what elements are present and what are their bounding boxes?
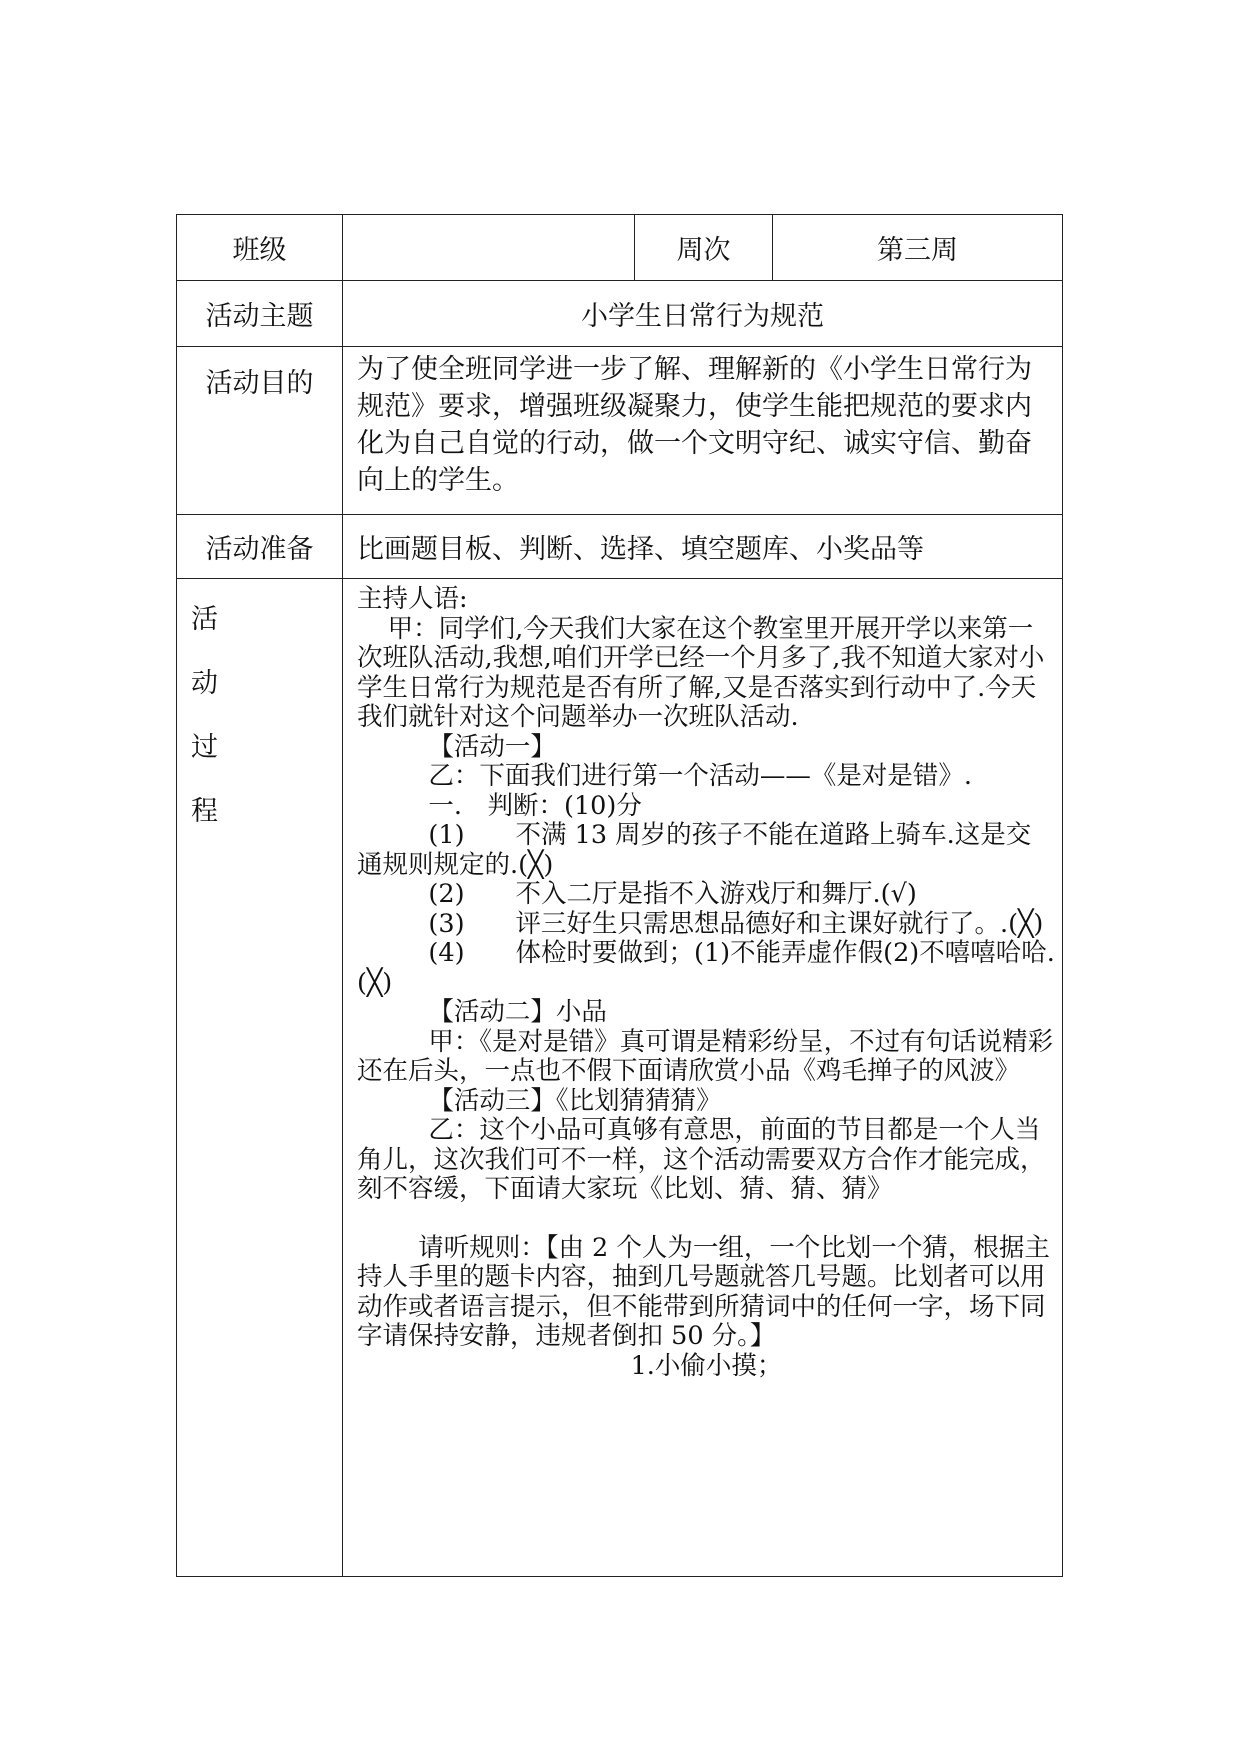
- process-row: [177, 579, 1063, 1577]
- purpose-label: 活动目的: [177, 347, 343, 515]
- process-line: 甲：《是对是错》真可谓是精彩纷呈，不过有句话说精彩还在后头，一点也不假下面请欣赏小品《鸡毛掸子的风波》: [357, 1026, 1054, 1086]
- process-line: 乙：这个小品可真够有意思，前面的节目都是一个人当角儿，这次我们可不一样，这个活动需要双方合作才能完成，刻不容缓，下面请大家玩《比划、猜、猜、猜》: [357, 1115, 1046, 1204]
- class-value: [343, 215, 635, 281]
- process-line: 【活动二】小品: [428, 997, 607, 1027]
- week-label: 周次: [635, 215, 773, 281]
- process-label: [177, 579, 343, 1577]
- process-label-char: 动: [191, 668, 218, 699]
- process-line: (3) 评三好生只需思想品德好和主课好就行了。.(╳): [428, 908, 1044, 939]
- process-label-char: 过: [191, 732, 218, 763]
- process-line: (1) 不满 13 周岁的孩子不能在道路上骑车.这是交通规则规定的.(╳): [357, 820, 1032, 880]
- process-line: 一. 判断：(10)分: [428, 790, 642, 821]
- class-label: 班级: [177, 215, 343, 281]
- theme-label: 活动主题: [177, 281, 343, 347]
- week-value: 第三周: [773, 215, 1063, 281]
- process-line: 甲：同学们,今天我们大家在这个教室里开展开学以来第一次班队活动,我想,咱们开学已经一个月多了,我不知道大家对小学生日常行为规范是否有所了解,又是否落实到行动中了.今天我们就针对这个问题举办一次班队活动.: [357, 613, 1045, 732]
- preparation-label: 活动准备: [177, 515, 343, 579]
- process-line: 【活动一】: [428, 731, 556, 762]
- process-line-blank: [357, 1205, 1056, 1234]
- process-line: (4) 体检时要做到；(1)不能弄虚作假(2)不嘻嘻哈哈.(╳): [357, 938, 1055, 998]
- header-row: [177, 215, 1063, 281]
- preparation-value: 比画题目板、判断、选择、填空题库、小奖品等: [343, 515, 1063, 579]
- purpose-value: 为了使全班同学进一步了解、理解新的《小学生日常行为规范》要求，增强班级凝聚力，使学生能把规范的要求内化为自己自觉的行动，做一个文明守纪、诚实守信、勤奋向上的学生。: [343, 347, 1063, 515]
- process-line: (2) 不入二厅是指不入游戏厅和舞厅.(√): [428, 879, 917, 909]
- theme-value: 小学生日常行为规范: [343, 281, 1063, 347]
- preparation-row: [177, 515, 1063, 579]
- activity-plan-table: [176, 214, 1063, 1577]
- process-label-char: 程: [191, 796, 218, 827]
- theme-row: [177, 281, 1063, 347]
- purpose-row: [177, 347, 1063, 515]
- process-content: [343, 579, 1063, 1577]
- process-label-char: 活: [191, 604, 218, 635]
- process-line: 请听规则：【由 2 个人为一组，一个比划一个猜，根据主持人手里的题卡内容，抽到几号题就答几号题。比划者可以用动作或者语言提示，但不能带到所猜词中的任何一字，场下同字请保持安静，违规者倒扣 50 分。】: [357, 1232, 1050, 1351]
- process-line: 乙：下面我们进行第一个活动——《是对是错》.: [428, 761, 972, 791]
- process-line: 主持人语:: [357, 584, 468, 614]
- process-line: 【活动三】《比划猜猜猜》: [428, 1085, 722, 1116]
- process-line: 1.小偷小摸；: [630, 1350, 783, 1381]
